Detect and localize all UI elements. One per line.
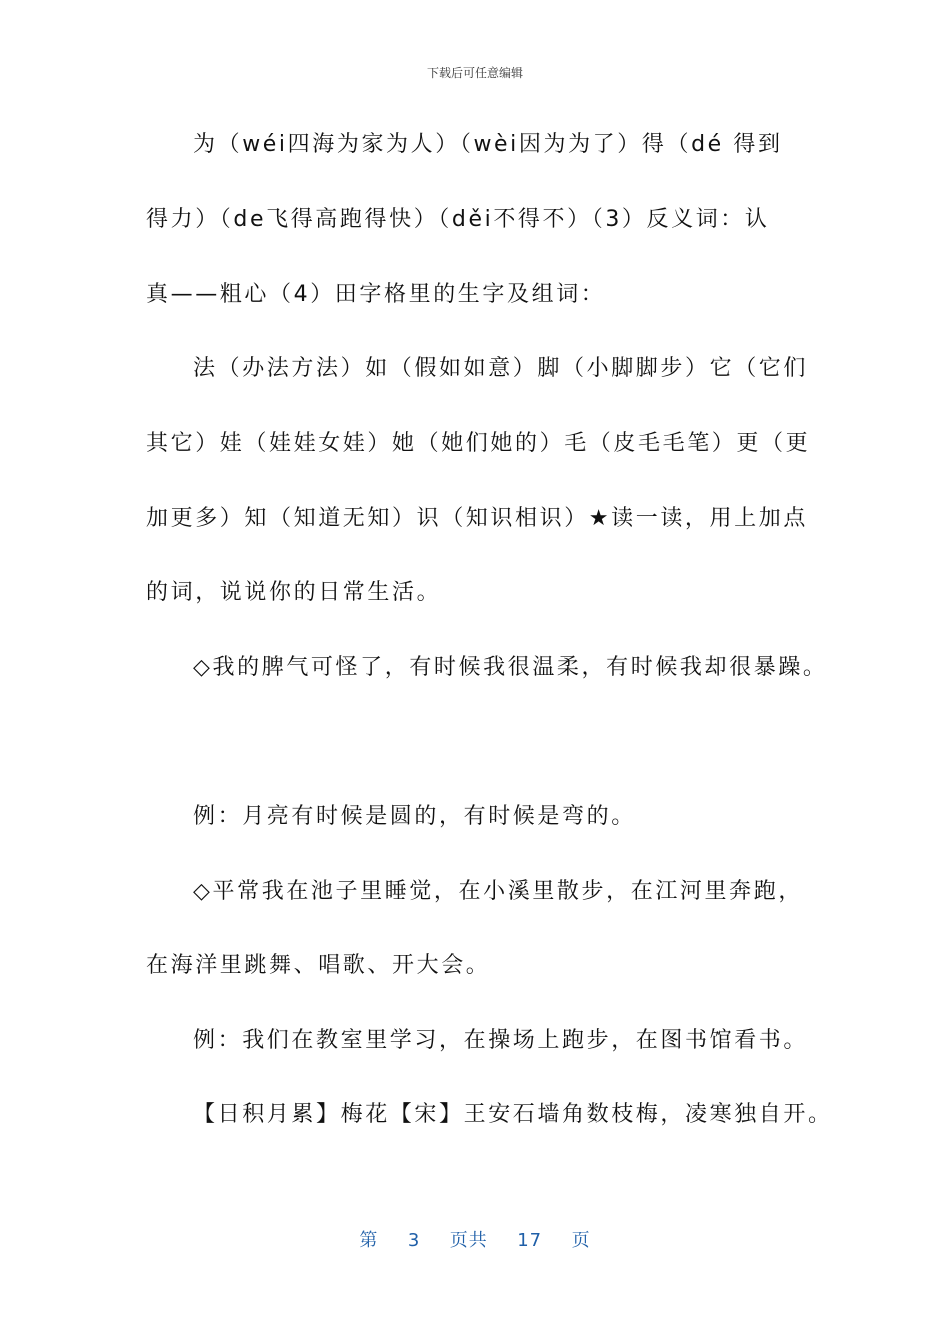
body-line: 的词，说说你的日常生活。 bbox=[146, 580, 442, 605]
body-line: 加更多）知（知道无知）识（知识相识）★读一读，用上加点 bbox=[146, 506, 808, 531]
body-line: 例：我们在教室里学习，在操场上跑步，在图书馆看书。 bbox=[193, 1028, 809, 1053]
body-line: 【日积月累】梅花【宋】王安石墙角数枝梅，凌寒独自开。 bbox=[193, 1102, 833, 1127]
body-line: 得力）（de飞得高跑得快）（děi不得不）（3）反义词：认 bbox=[146, 207, 770, 232]
body-line: 真——粗心（4）田字格里的生字及组词： bbox=[146, 282, 606, 307]
body-line: 为（wéi四海为家为人）（wèi因为为了）得（dé 得到 bbox=[193, 132, 783, 157]
body-line: ◇平常我在池子里睡觉，在小溪里散步，在江河里奔跑， bbox=[193, 879, 803, 904]
footer-current-page: 3 bbox=[407, 1230, 421, 1251]
footer-suffix: 页 bbox=[571, 1230, 591, 1251]
body-line: 在海洋里跳舞、唱歌、开大会。 bbox=[146, 953, 491, 978]
page-footer bbox=[0, 1226, 950, 1252]
body-line: ◇我的脾气可怪了，有时候我很温柔，有时候我却很暴躁。 bbox=[193, 655, 828, 680]
page-header: 下载后可任意编辑 bbox=[426, 66, 523, 80]
body-line: 例：月亮有时候是圆的，有时候是弯的。 bbox=[193, 804, 636, 829]
body-line: 法（办法方法）如（假如如意）脚（小脚脚步）它（它们 bbox=[193, 356, 809, 381]
footer-prefix: 第 bbox=[359, 1230, 379, 1251]
body-line: 其它）娃（娃娃女娃）她（她们她的）毛（皮毛毛笔）更（更 bbox=[146, 431, 811, 456]
footer-middle: 页共 bbox=[449, 1230, 488, 1251]
footer-total-pages: 17 bbox=[517, 1230, 543, 1251]
